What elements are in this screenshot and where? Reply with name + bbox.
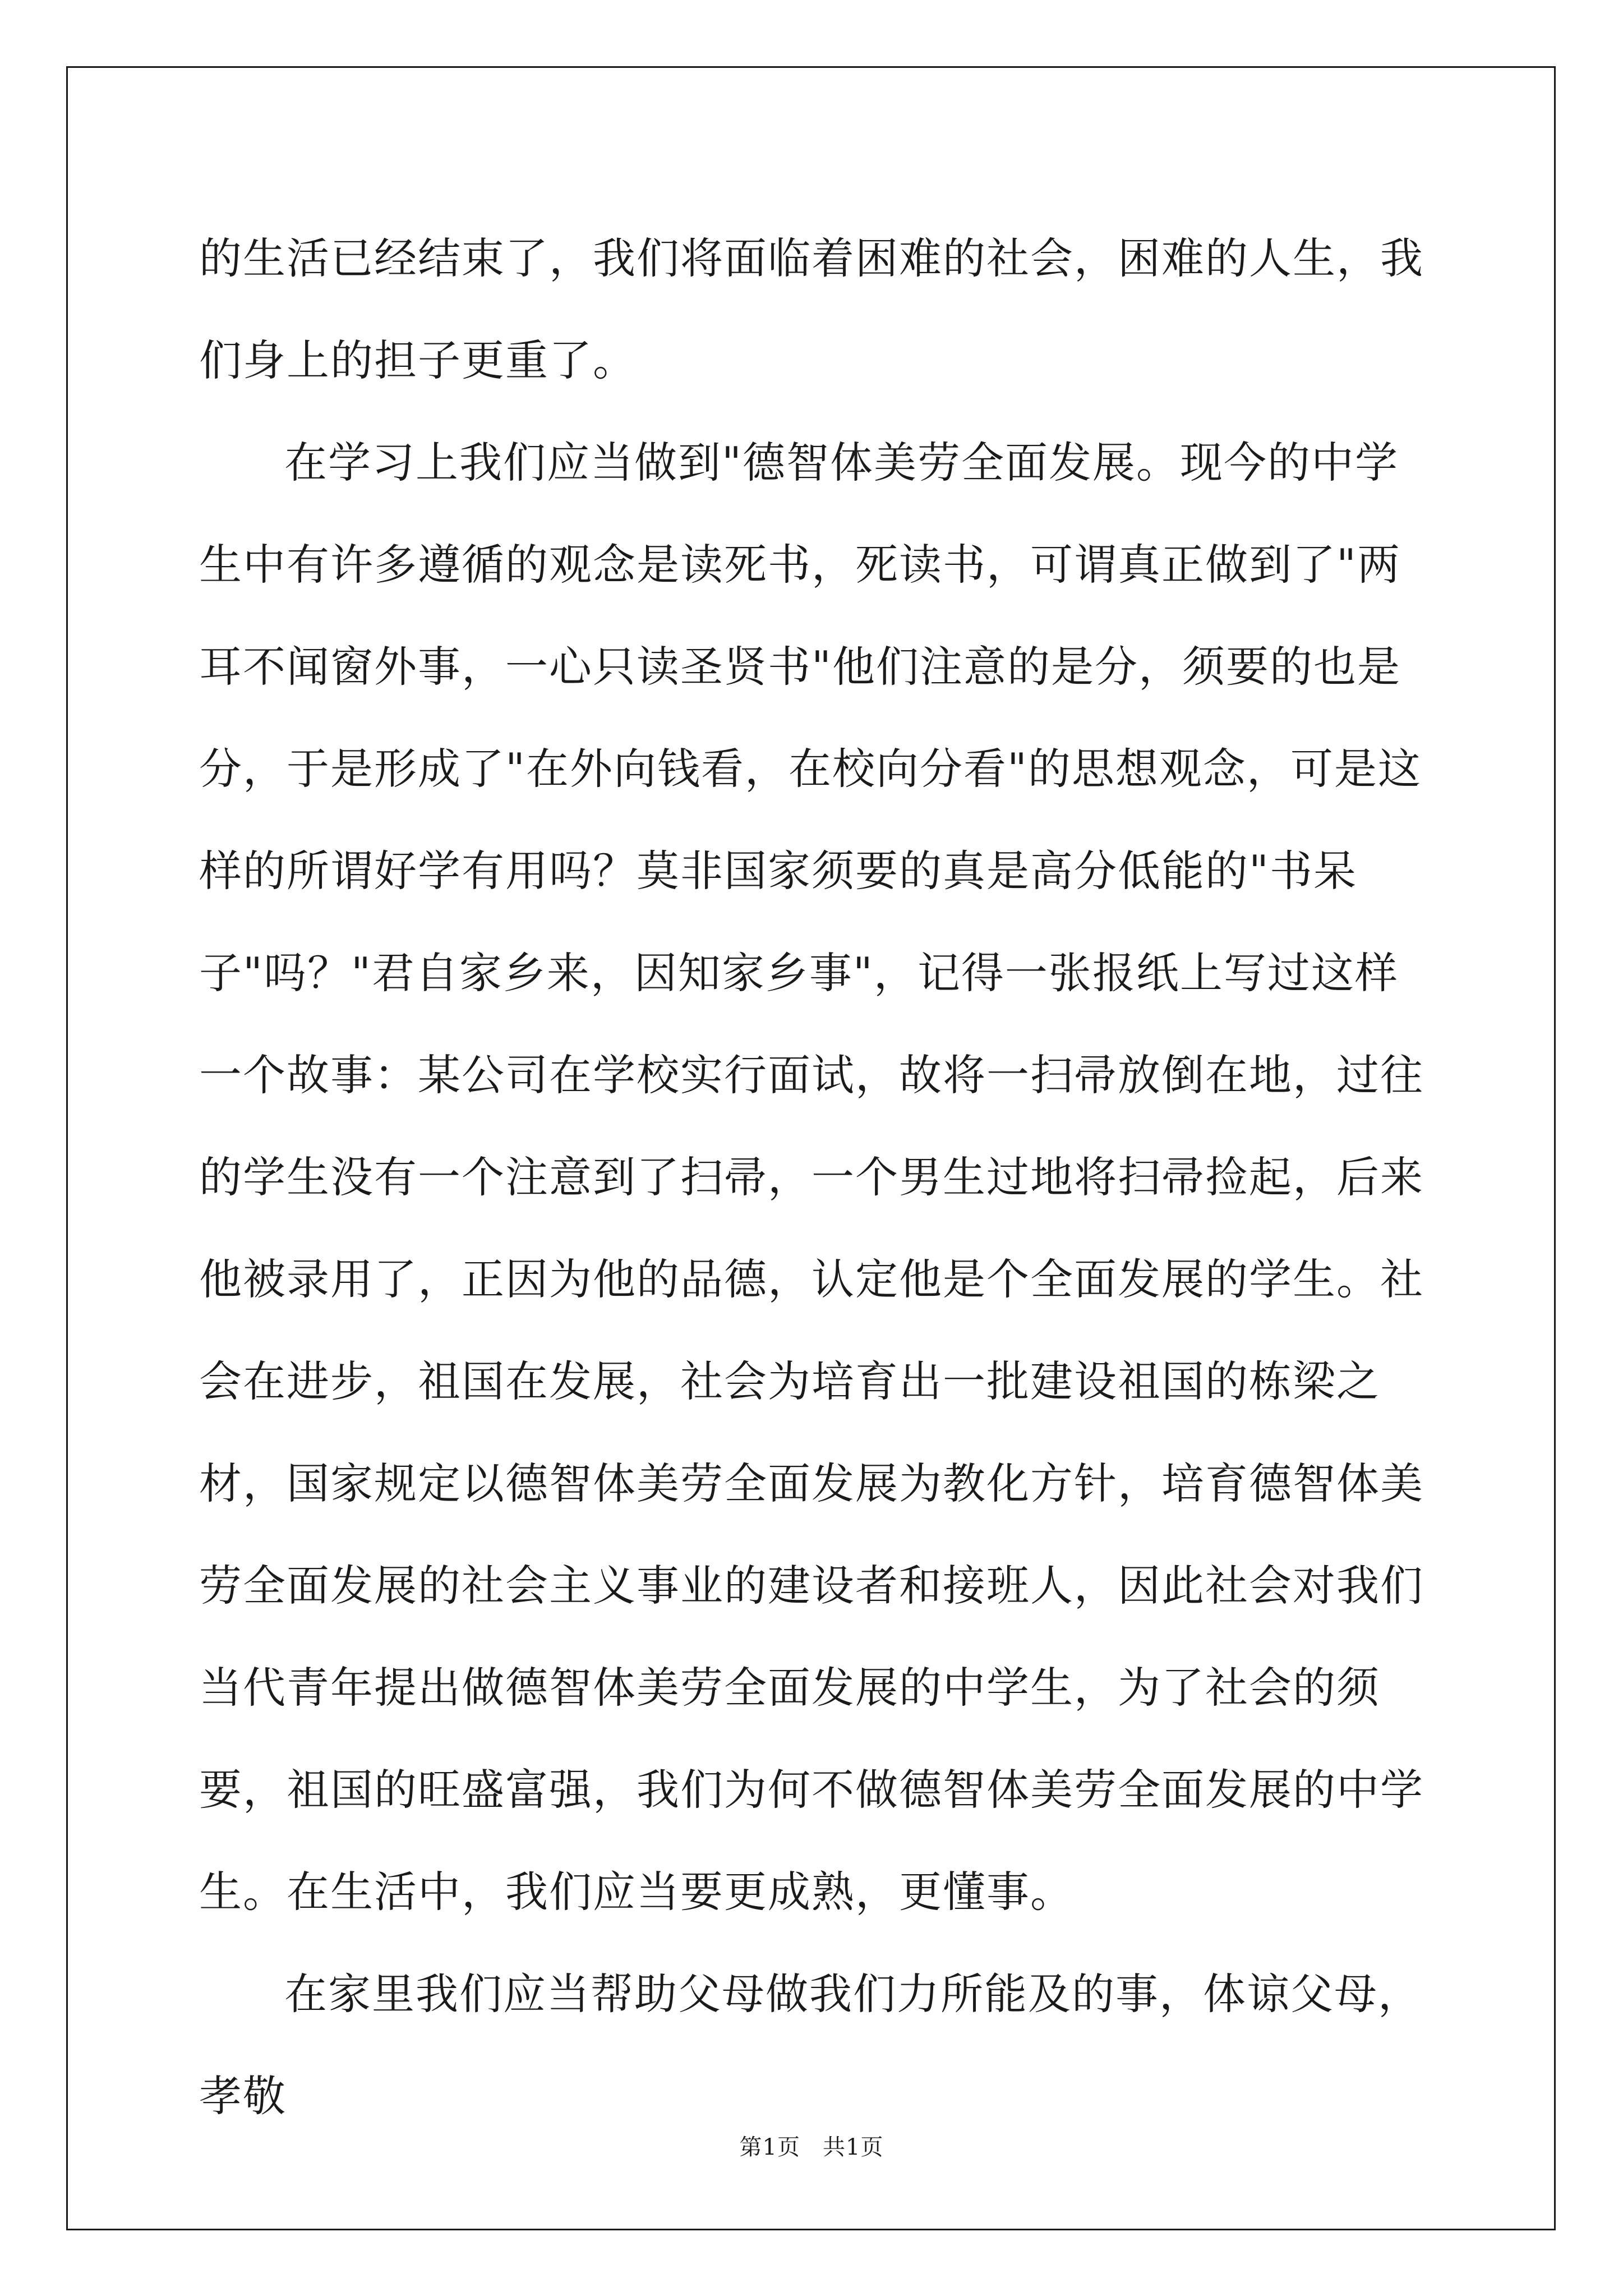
paragraph-continuation: 的生活已经结束了，我们将面临着困难的社会，困难的人生，我们身上的担子更重了。 <box>199 233 1424 385</box>
page-number: 第1页 <box>739 2134 800 2160</box>
page-footer <box>0 2129 1623 2161</box>
paragraph-home: 在家里我们应当帮助父母做我们力所能及的事，体谅父母，孝敬 <box>199 1969 1422 2121</box>
page-total: 共1页 <box>823 2134 884 2160</box>
paragraph-study: 在学习上我们应当做到"德智体美劳全面发展。现今的中学生中有许多遵循的观念是读死书，死读书，可谓真正做到了"两耳不闻窗外事，一心只读圣贤书"他们注意的是分，须要的也是分，于是形成了"在外向钱看，在校向分看"的思想观念，可是这样的所谓好学有用吗？莫非国家须要的真是高分低能的"书呆子"吗？"君自家乡来，因知家乡事"，记得一张报纸上写过这样一个故事：某公司在学校实行面试，故将一扫帚放倒在地，过往的学生没有一个注意到了扫帚，一个男生过地将扫帚捡起，后来他被录用了，正因为他的品德，认定他是个全面发展的学生。社会在进步，祖国在发展，社会为培育出一批建设祖国的栋梁之材，国家规定以德智体美劳全面发展为教化方针，培育德智体美劳全面发展的社会主义事业的建设者和接班人，因此社会对我们当代青年提出做德智体美劳全面发展的中学生，为了社会的须要，祖国的旺盛富强，我们为何不做德智体美劳全面发展的中学生。在生活中，我们应当要更成熟，更懂事。 <box>199 438 1424 1917</box>
document-body <box>199 208 1433 2147</box>
